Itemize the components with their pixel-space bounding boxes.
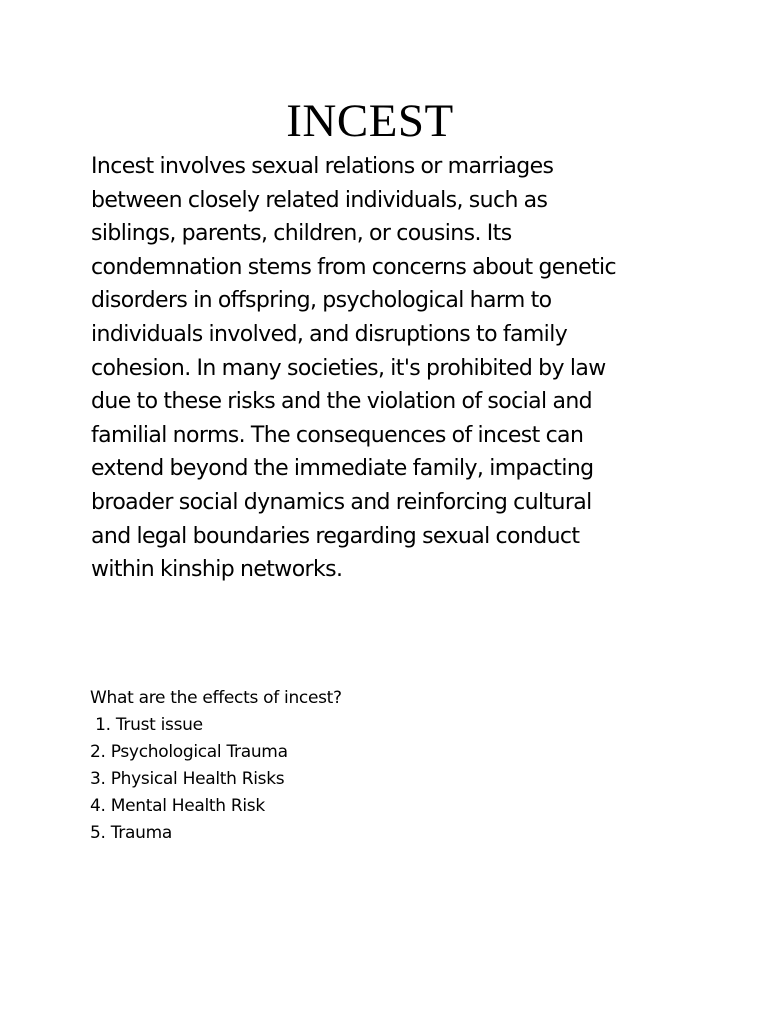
paragraph-line: extend beyond the immediate family, impacting [91, 456, 594, 482]
paragraph-line: Incest involves sexual relations or marriages [91, 154, 554, 179]
paragraph-line: individuals involved, and disruptions to family [91, 321, 568, 347]
paragraph-line: within kinship networks. [91, 557, 343, 583]
effects-list-item: 1. Trust issue [90, 715, 203, 735]
effects-list-item: 3. Physical Health Risks [90, 769, 285, 789]
effects-list-item: 4. Mental Health Risk [90, 796, 265, 816]
paragraph-line: condemnation stems from concerns about genetic [91, 254, 617, 280]
effects-list-item: 2. Psychological Trauma [90, 742, 288, 762]
paragraph-line: siblings, parents, children, or cousins. Its [91, 221, 512, 247]
paragraph-line: disorders in offspring, psychological harm to [91, 288, 552, 314]
body-paragraph [91, 150, 691, 587]
paragraph-line: between closely related individuals, such as [91, 187, 548, 213]
paragraph-line: due to these risks and the violation of social and [91, 389, 593, 415]
paragraph-line: broader social dynamics and reinforcing cultural [91, 489, 592, 515]
effects-list-item: 5. Trauma [90, 823, 172, 843]
paragraph-line: and legal boundaries regarding sexual conduct [91, 523, 580, 549]
paragraph-line: cohesion. In many societies, it's prohibited by law [91, 355, 606, 381]
paragraph-line: familial norms. The consequences of incest can [91, 422, 584, 448]
effects-question: What are the effects of incest? [90, 688, 342, 708]
effects-section [90, 685, 690, 847]
document-title: INCEST [286, 95, 454, 147]
